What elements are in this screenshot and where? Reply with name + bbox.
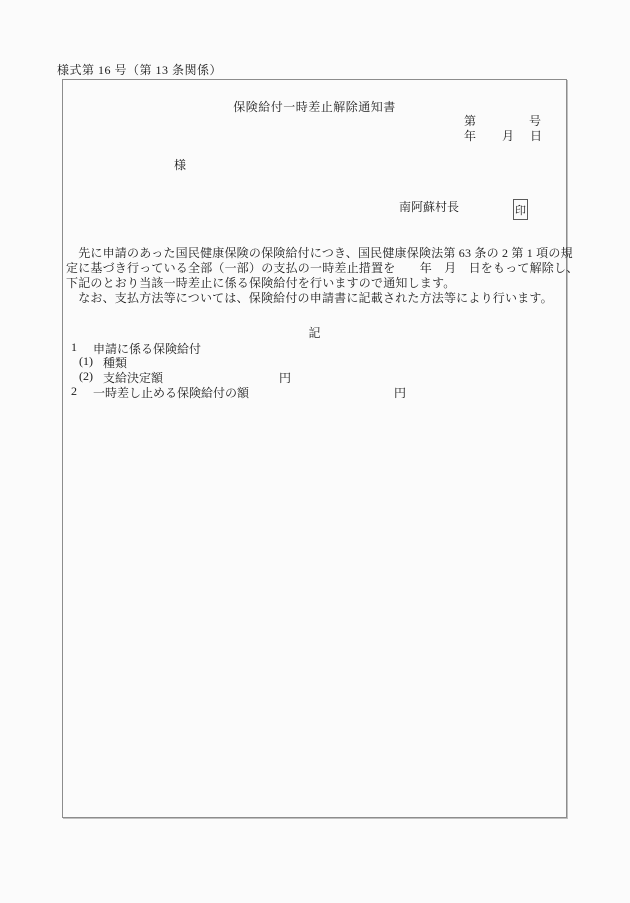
document-border-box [62,79,579,818]
list-item [63,340,566,355]
date-year-label: 年 [464,129,477,143]
sender-title: 南阿蘇村長 [399,200,460,214]
date-row [63,127,566,142]
seal-mark: 印 [515,204,526,217]
item-number: (1) [79,354,93,368]
item-unit-yen: 円 [394,386,407,400]
doc-number-suffix: 号 [529,114,542,128]
list-item [63,369,566,384]
date-month-label: 月 [502,129,515,143]
body-paragraph [66,246,579,306]
item-number: 1 [71,340,77,354]
item-label: 申請に係る保険給付 [93,342,202,356]
addressee-honorific: 様 [174,158,187,172]
list-item [63,354,566,369]
form-number-label: 様式第 16 号（第 13 条関係） [57,63,223,77]
body-line: 先に申請のあった国民健康保険の保険給付につき、国民健康保険法第 63 条の 2 第 1 項の規 [66,246,573,260]
seal-box [513,199,528,220]
ki-heading: 記 [308,326,321,340]
document-title: 保険給付一時差止解除通知書 [233,100,396,114]
item-number: 2 [71,384,77,398]
body-line: なお、支払方法等については、保険給付の申請書に記載された方法等により行います。 [66,291,553,305]
item-label: 支給決定額 [103,371,164,385]
item-number: (2) [79,369,93,383]
date-day-label: 日 [530,129,543,143]
list-item [63,384,566,399]
item-label: 種類 [103,356,128,370]
body-line: 下記のとおり当該一時差止に係る保険給付を行いますので通知します。 [66,276,456,290]
doc-number-prefix: 第 [464,114,477,128]
body-line: 定に基づき行っている全部（一部）の支払の一時差止措置を 年 月 日をもって解除し、 [66,261,579,275]
doc-number-row [63,112,566,127]
item-unit-yen: 円 [279,371,292,385]
item-label: 一時差し止める保険給付の額 [93,386,250,400]
